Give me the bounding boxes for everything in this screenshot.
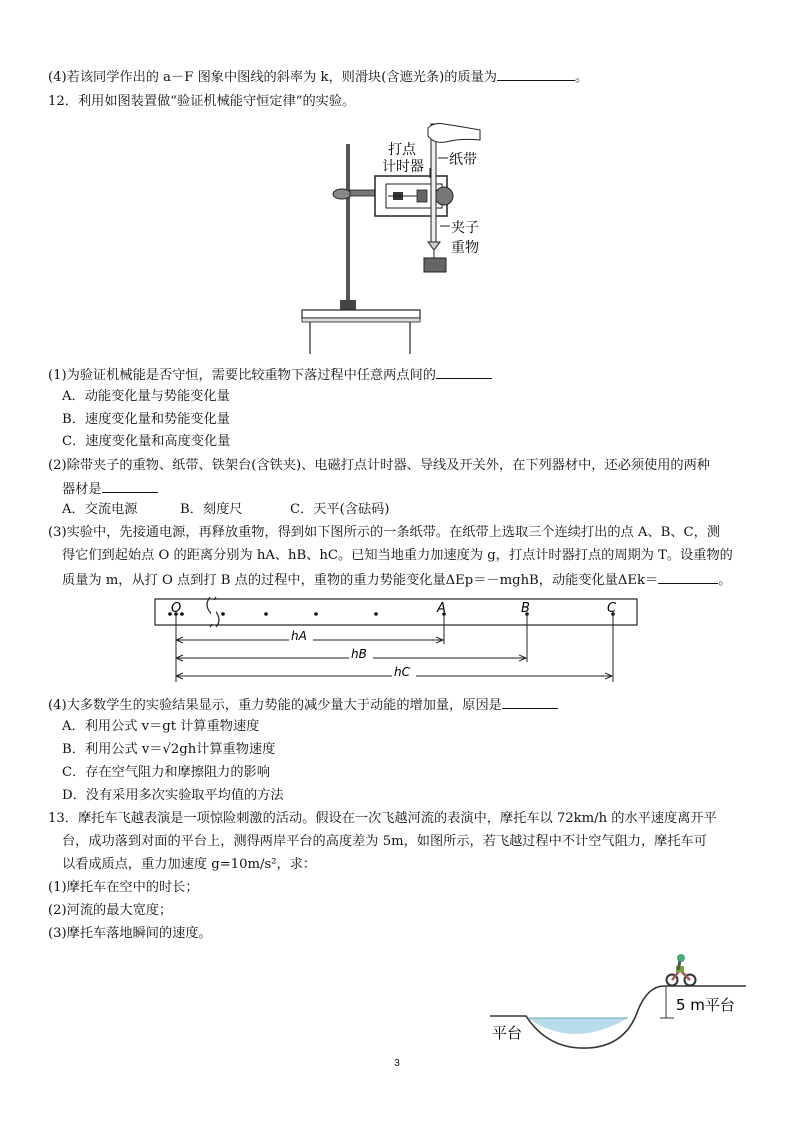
label-ha: hA [291,629,307,643]
q12-part4-option-b: B．利用公式 v＝√2gh计算重物速度 [62,742,276,757]
tape-label-c: C [607,601,617,616]
q12-part3-end: 。 [718,573,732,588]
river-figure [488,950,750,1054]
q12-part2-option-c: C．天平(含砝码) [290,502,390,517]
motorcycle-icon [667,954,696,986]
label-timer-2: 计时器 [382,159,424,175]
answer-blank[interactable] [658,571,718,584]
stand-pole [346,144,350,304]
apparatus-figure [290,118,510,358]
q12-part2-text: 器材是 [62,482,102,497]
q13-line1: 13．摩托车飞越表演是一项惊险刺激的活动。假设在一次飞越河流的表演中，摩托车以 72km/h 的水平速度离开平 [48,811,717,826]
label-hb: hB [351,647,367,661]
q12-part1-option-b: B．速度变化量和势能变化量 [62,412,230,427]
label-hc: hC [394,665,410,679]
weight-block [424,258,446,272]
label-platform-left: 平台 [492,1024,523,1042]
label-timer-1: 打点 [388,142,416,158]
q12-part4-option-d: D．没有采用多次实验取平均值的方法 [62,788,284,803]
q13-sub1: (1)摩托车在空中的时长； [48,880,199,895]
q12-part4-option-c: C．存在空气阻力和摩擦阻力的影响 [62,765,270,780]
tape-label-a: A [437,601,446,616]
label-clip: 夹子 [451,220,479,236]
q13-sub2: (2)河流的最大宽度； [48,903,173,918]
page-number: 3 [394,1058,400,1069]
q12-part4 [48,696,558,714]
stand-base-foot [340,300,356,310]
q12-part1-text: (1)为验证机械能是否守恒，需要比较重物下落过程中任意两点间的 [48,368,436,383]
clamp-arm [350,190,378,196]
q12-part1 [48,366,492,384]
q11-part4-text: (4)若该同学作出的 a－F 图象中图线的斜率为 k，则滑块(含遮光条)的质量为 [48,70,497,85]
river-water [528,1018,628,1034]
q12-part2-line1: (2)除带夹子的重物、纸带、铁架台(含铁夹)、电磁打点计时器、导线及开关外，在下列器材中，还必须使用的两种 [48,458,710,473]
answer-blank[interactable] [102,480,158,493]
q11-part4-end: 。 [574,70,589,85]
q11-part4 [48,68,588,86]
label-platform-right: 5 m平台 [676,996,735,1014]
q13-line3: 以看成质点，重力加速度 g=10m/s²，求： [62,857,317,872]
label-tape: 纸带 [449,152,477,168]
tape-figure [154,596,640,684]
q12-part3-line1: (3)实验中，先接通电源，再释放重物，得到如下图所示的一条纸带。在纸带上选取三个连续打出的点 A、B、C，测 [48,525,720,540]
q12-title: 12．利用如图装置做“验证机械能守恒定律”的实验。 [48,94,356,109]
clamp-knob [333,189,351,199]
answer-blank[interactable] [436,366,492,379]
q12-part1-option-a: A．动能变化量与势能变化量 [62,389,230,404]
clip-icon [428,242,440,250]
tape-label-o: O [171,601,182,616]
stand-base [302,310,420,318]
q12-part2-line2 [62,480,158,498]
answer-blank[interactable] [502,696,558,709]
answer-blank[interactable] [497,68,575,81]
hand-icon [428,124,480,143]
q12-part1-option-c: C．速度变化量和高度变化量 [62,434,231,449]
tape-strip [155,599,637,625]
q13-line2: 台，成功落到对面的平台上，测得两岸平台的高度差为 5m，如图所示，若飞越过程中不计空气阻力，摩托车可 [62,834,707,849]
label-weight: 重物 [451,240,479,256]
tape-label-b: B [521,601,530,616]
q13-sub3: (3)摩托车落地瞬间的速度。 [48,926,212,941]
q12-part4-option-a: A．利用公式 v＝gt 计算重物速度 [62,719,260,734]
q12-part2-option-b: B．刻度尺 [180,502,243,517]
q12-part3-text: 质量为 m，从打 O 点到打 B 点的过程中，重物的重力势能变化量ΔEp＝－mghB，动能变化量ΔEk＝ [62,573,659,588]
q12-part3-line2: 得它们到起始点 O 的距离分别为 hA、hB、hC。已知当地重力加速度为 g，打点计时器打点的周期为 T。设重物的 [62,548,733,563]
q12-part3-line3 [62,571,731,589]
q12-part2-option-a: A．交流电源 [62,502,138,517]
q12-part4-text: (4)大多数学生的实验结果显示，重力势能的减少量大于动能的增加量，原因是 [48,698,502,713]
